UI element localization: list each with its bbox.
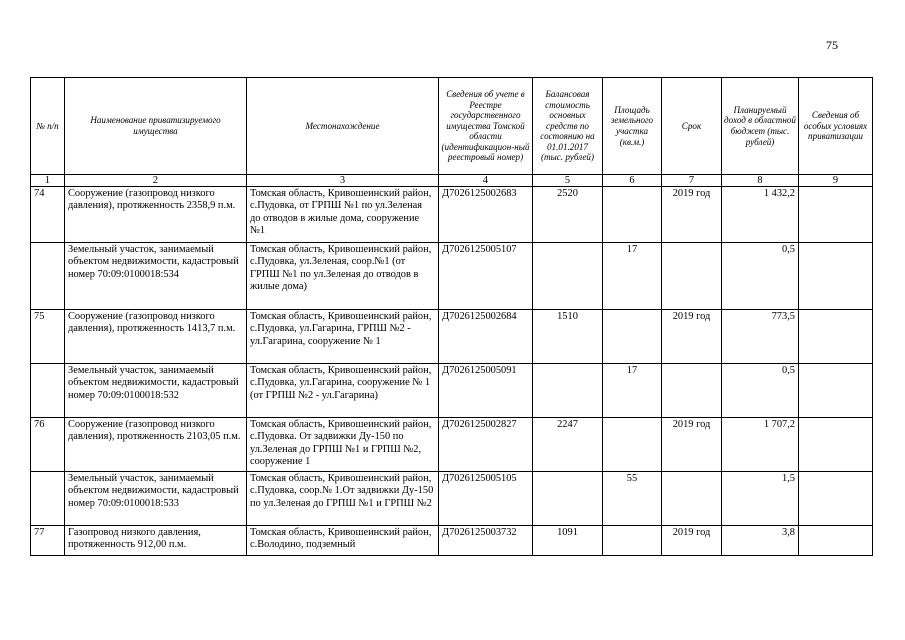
- header-location: Местонахождение: [247, 78, 439, 175]
- header-name: Наименование приватизируемого имущества: [65, 78, 247, 175]
- privatization-term: [662, 243, 722, 310]
- planned-income: 3,8: [722, 526, 799, 556]
- property-location: Томская область, Кривошеинский район, с.Пудовка, от ГРПШ №1 по ул.Зеленая до отводов в жилые дома, сооружение №1: [247, 187, 439, 243]
- header-term: Срок: [662, 78, 722, 175]
- row-number: 76: [31, 418, 65, 472]
- column-number: 4: [439, 175, 533, 187]
- privatization-term: 2019 год: [662, 418, 722, 472]
- property-name: Земельный участок, занимаемый объектом недвижимости, кадастровый номер 70:09:0100018:533: [65, 472, 247, 526]
- balance-value: 1091: [533, 526, 603, 556]
- balance-value: 2247: [533, 418, 603, 472]
- planned-income: 0,5: [722, 364, 799, 418]
- land-area: 17: [603, 364, 662, 418]
- property-location: Томская область, Кривошеинский район, с.Пудовка, ул.Зеленая, соор.№1 (от ГРПШ №1 по ул.Зеленая до отводов в жилые дома): [247, 243, 439, 310]
- property-name: Сооружение (газопровод низкого давления), протяженность 2358,9 п.м.: [65, 187, 247, 243]
- column-number: 3: [247, 175, 439, 187]
- balance-value: [533, 364, 603, 418]
- land-area: [603, 310, 662, 364]
- table-row: [31, 187, 873, 243]
- table-row: [31, 310, 873, 364]
- planned-income: 1 707,2: [722, 418, 799, 472]
- header-number: № п/п: [31, 78, 65, 175]
- balance-value: 2520: [533, 187, 603, 243]
- planned-income: 1 432,2: [722, 187, 799, 243]
- special-conditions: [799, 418, 873, 472]
- row-number: 77: [31, 526, 65, 556]
- column-number: 9: [799, 175, 873, 187]
- header-area: Площадь земельного участка (кв.м.): [603, 78, 662, 175]
- privatization-term: 2019 год: [662, 187, 722, 243]
- registry-number: Д7026125003732: [439, 526, 533, 556]
- property-location: Томская область, Кривошеинский район, с.Пудовка, ул.Гагарина, ГРПШ №2 - ул.Гагарина, сооружение № 1: [247, 310, 439, 364]
- table-row: [31, 364, 873, 418]
- planned-income: 773,5: [722, 310, 799, 364]
- special-conditions: [799, 364, 873, 418]
- row-number: [31, 472, 65, 526]
- column-number: 2: [65, 175, 247, 187]
- balance-value: [533, 472, 603, 526]
- property-location: Томская область, Кривошеинский район, с.Володино, подземный: [247, 526, 439, 556]
- property-location: Томская область, Кривошеинский район, с.Пудовка, соор.№ 1.От задвижки Ду-150 по ул.Зеленая до ГРПШ №1 и ГРПШ №2: [247, 472, 439, 526]
- planned-income: 1,5: [722, 472, 799, 526]
- special-conditions: [799, 187, 873, 243]
- planned-income: 0,5: [722, 243, 799, 310]
- special-conditions: [799, 526, 873, 556]
- special-conditions: [799, 310, 873, 364]
- header-conditions: Сведения об особых условиях приватизации: [799, 78, 873, 175]
- registry-number: Д7026125002683: [439, 187, 533, 243]
- property-name: Земельный участок, занимаемый объектом недвижимости, кадастровый номер 70:09:0100018:532: [65, 364, 247, 418]
- land-area: [603, 418, 662, 472]
- column-number-row: [31, 175, 873, 187]
- privatization-term: 2019 год: [662, 526, 722, 556]
- header-row: [31, 78, 873, 175]
- balance-value: 1510: [533, 310, 603, 364]
- special-conditions: [799, 472, 873, 526]
- property-name: Сооружение (газопровод низкого давления), протяженность 2103,05 п.м.: [65, 418, 247, 472]
- special-conditions: [799, 243, 873, 310]
- header-registry: Сведения об учете в Реестре государственного имущества Томской области (идентификацион-ный реестровый номер): [439, 78, 533, 175]
- land-area: [603, 187, 662, 243]
- header-balance: Балансовая стоимость основных средств по состоянию на 01.01.2017 (тыс. рублей): [533, 78, 603, 175]
- row-number: [31, 243, 65, 310]
- table-row: [31, 526, 873, 556]
- property-location: Томская область, Кривошеинский район, с.Пудовка. От задвижки Ду-150 по ул.Зеленая до ГРПШ №1 и ГРПШ №2, сооружение 1: [247, 418, 439, 472]
- column-number: 6: [603, 175, 662, 187]
- table-row: [31, 243, 873, 310]
- row-number: 75: [31, 310, 65, 364]
- column-number: 8: [722, 175, 799, 187]
- registry-number: Д7026125002684: [439, 310, 533, 364]
- land-area: 55: [603, 472, 662, 526]
- registry-number: Д7026125005107: [439, 243, 533, 310]
- header-income: Планируемый доход в областной бюджет (тыс. рублей): [722, 78, 799, 175]
- property-name: Сооружение (газопровод низкого давления), протяженность 1413,7 п.м.: [65, 310, 247, 364]
- page-number: 75: [826, 38, 838, 52]
- property-name: Земельный участок, занимаемый объектом недвижимости, кадастровый номер 70:09:0100018:534: [65, 243, 247, 310]
- privatization-term: [662, 472, 722, 526]
- column-number: 5: [533, 175, 603, 187]
- registry-number: Д7026125005091: [439, 364, 533, 418]
- property-name: Газопровод низкого давления, протяженность 912,00 п.м.: [65, 526, 247, 556]
- property-location: Томская область, Кривошеинский район, с.Пудовка, ул.Гагарина, сооружение № 1 (от ГРПШ №2 - ул.Гагарина): [247, 364, 439, 418]
- table-row: [31, 418, 873, 472]
- privatization-term: [662, 364, 722, 418]
- row-number: 74: [31, 187, 65, 243]
- privatization-term: 2019 год: [662, 310, 722, 364]
- column-number: 7: [662, 175, 722, 187]
- table-row: [31, 472, 873, 526]
- row-number: [31, 364, 65, 418]
- registry-number: Д7026125005105: [439, 472, 533, 526]
- land-area: 17: [603, 243, 662, 310]
- land-area: [603, 526, 662, 556]
- balance-value: [533, 243, 603, 310]
- column-number: 1: [31, 175, 65, 187]
- registry-number: Д7026125002827: [439, 418, 533, 472]
- privatization-table: [30, 77, 873, 556]
